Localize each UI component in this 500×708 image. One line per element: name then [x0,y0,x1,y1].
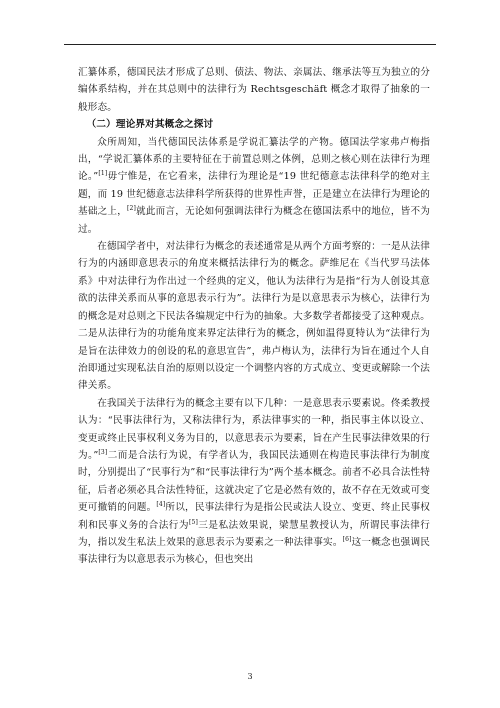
body-paragraph [78,395,430,569]
footnote-ref: [6] [342,535,352,543]
page-number: 3 [247,672,253,681]
body-paragraph [78,134,430,238]
footnote-ref: [4] [156,501,166,509]
footnote-ref: [1] [98,170,108,178]
text-run: 在我国关于法律行为的概念主要有以下几种：一是意思表示要素说。佟柔教授认为：“民事法律行为，又称法律行为，系法律事实的一种，指民事主体以设立、变更或终止民事权利义务为目的，以意思表示为要素，旨在产生民事法律效果的行为。” [78,397,430,461]
text-run: 毋宁惟是，在它看来，法律行为理论是“19 世纪德意志法律科学的绝对主题，而 19 世纪德意志法律科学所获得的世界性声誉，正是建立在法律行为理论的基础之上， [78,171,431,218]
text-run: 这一概念也强调民事法律行为以意思表示为核心，但也突出 [78,536,430,566]
body-paragraph: 汇纂体系，德国民法才形成了总则、债法、物法、亲属法、继承法等互为独立的分编体系结构，并在其总则中的法律行为 Rechtsgeschäft 概念才取得了抽象的一般形态。 [78,67,430,113]
document-body [78,64,430,569]
text-run: 二而是合法行为说，有学者认为，我国民法通则在构造民事法律行为制度时，分别提出了“民事行为”和“民事法律行为”两个基本概念。前者不必具合法性特征，后者必须必具合法性特征，这就决定了它是必然有效的，故不存在无效或可变更可撤销的问题。 [78,449,430,514]
header-rule [64,44,436,45]
text-run: 所以，民事法律行为是指公民或法人设立、变更、终止民事权利和民事义务的合法行为 [78,502,430,531]
text-run: 三是私法效果说，梁慧星教授认为，所谓民事法律行为，指以发生私法上效果的意思表示为要素之一种法律事实。 [78,519,430,548]
text-run: 在德国学者中，对法律行为概念的表述通常是从两个方面考察的：一是从法律行为的内涵即意思表示的角度来概括法律行为的概念。萨维尼在《当代罗马法体系》中对法律行为作出过一个经典的定义，他认为法律行为是指“行为人创设其意欲的法律关系而从事的意思表示行为”。法律行为是以意思表示为核心，法律行为的概念是对总则之下民法各编规定中行为的抽象。大多数学者都接受了这种观点。二是从法律行为的功能角度来界定法律行为的概念，例如温得夏特认为“法律行为是旨在法律效力的创设的私的意思宣告”，弗卢梅认为，法律行为旨在通过个人自治即通过实现私法自治的原则以设定一个调整内容的方式成立、变更或解除一个法律关系。 [78,241,430,392]
text-run: 众所周知，当代德国民法体系是学说汇纂法学的产物。德国法学家弗卢梅指出，“学说汇纂体系的主要特征在于前置总则之体例，总则之核心则在法律行为理论。” [78,136,430,183]
footnote-ref: [5] [188,518,198,526]
footnote-ref: [3] [98,448,108,456]
body-paragraph [78,238,430,395]
text-run: 就此而言，无论如何强调法律行为概念在德国法系中的地位，皆不为过。 [78,206,431,235]
footnote-ref: [2] [127,205,136,213]
section-heading: （二）理论界对其概念之探讨 [86,119,214,131]
